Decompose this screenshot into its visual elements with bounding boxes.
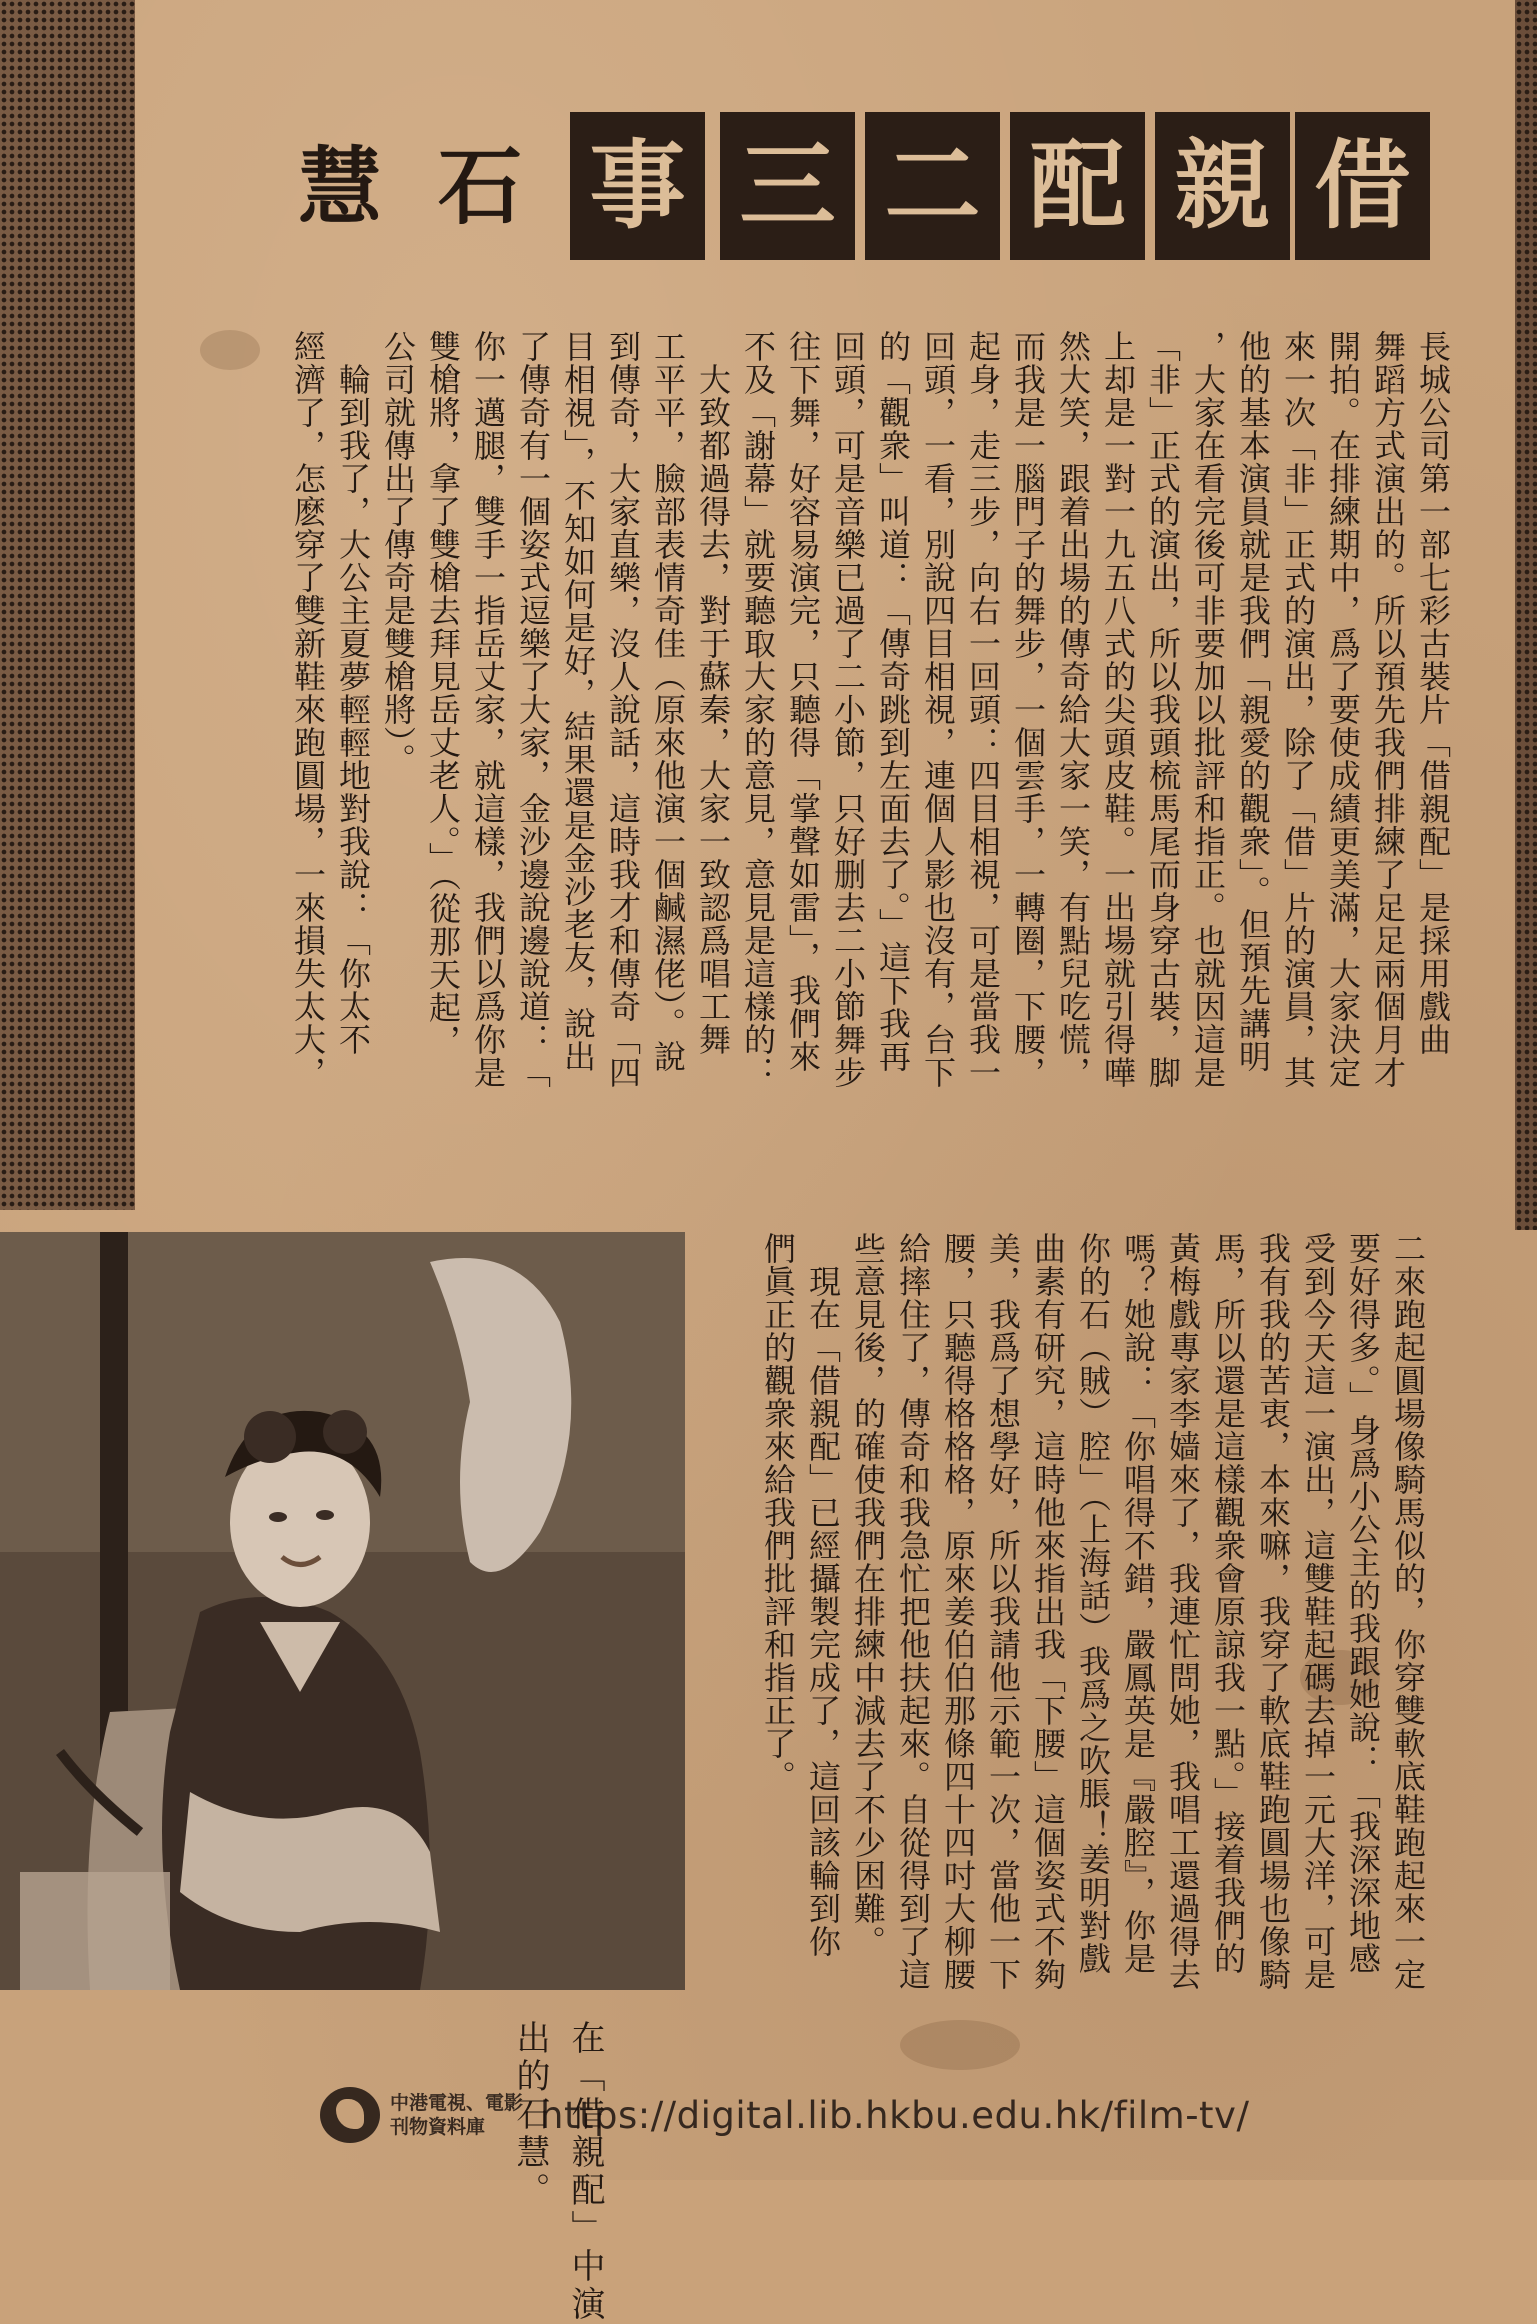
author-char: 石 (437, 138, 522, 236)
title-char-box: 三 (720, 112, 855, 260)
library-url-link[interactable]: https://digital.lib.hkbu.edu.hk/film-tv/ (540, 2093, 1250, 2137)
title-char-box: 親 (1155, 112, 1290, 260)
photo-caption-line-2: 出的石慧。 (510, 2020, 550, 2210)
title-char-box: 事 (570, 112, 705, 260)
library-name (390, 2091, 530, 2139)
library-name-line-1: 中港電視、電影 (390, 2092, 524, 2114)
halftone-border-left (0, 0, 135, 1210)
actress-illustration (0, 1232, 685, 1990)
photo-caption-line-1: 在「借親配」中演 (565, 2020, 605, 2324)
library-name-line-2: 刊物資料庫 (390, 2116, 486, 2138)
title-char-box: 二 (865, 112, 1000, 260)
article-title (285, 112, 1425, 262)
stain (900, 2020, 1020, 2070)
title-char-box: 借 (1295, 112, 1430, 260)
title-char-box: 配 (1010, 112, 1145, 260)
library-logo-icon (320, 2087, 380, 2143)
stain (200, 330, 260, 370)
halftone-border-right (1515, 0, 1537, 1230)
library-watermark (320, 2085, 1249, 2145)
film-still-photo (0, 1232, 685, 1990)
author-char: 慧 (297, 138, 382, 236)
article-body-bottom: 二來跑起圓場像騎馬似的，你穿雙軟底鞋跑起來一定 要好得多。」身爲小公主的我跟她說：「我深深地感 受到今天這一演出，這雙鞋起碼去掉一元大洋，可是 我有我的苦衷，本來嘛，我穿了軟底鞋跑圓場也像騎 馬，所以還是這樣觀衆會原諒我一點。」接着我們的 黃梅戲專家李嫱來了，我連忙問她，我唱工還過得去 嗎？她說：「你唱得不錯，嚴鳳英是『嚴腔』，你是 你的石（賊）腔」（上海話）我爲之吹脹！姜明對戲 曲素有研究，這時他來指出我「下腰」這個姿式不夠 美，我爲了想學好，所以我請他示範一次，當他一下 腰，只聽得格格格，原來姜伯伯那條四十四吋大柳腰 給摔住了，傳奇和我急忙把他扶起來。自從得到了這 些意見後，的確使我們在排練中減去了不少困難。 現在「借親配」已經攝製完成了，這回該輪到你 們眞正的觀衆來給我們批評和指正了。 (759, 1232, 1427, 1991)
article-body-top: 長城公司第一部七彩古裝片「借親配」是採用戲曲 舞蹈方式演出的。所以預先我們排練了足足兩個月才 開拍。在排練期中，爲了要使成績更美滿，大家決定 來一次「非」正式的演出，除了「借」片的演員，其 他的基本演員就是我們「親愛的觀衆」。但預先講明 ，大家在看完後可非要加以批評和指正。也就因這是 「非」正式的演出，所以我頭梳馬尾而身穿古裝，脚 上却是一對一九五八式的尖頭皮鞋。一出場就引得嘩 然大笑，跟着出場的傳奇給大家一笑，有點兒吃慌， 而我是一腦門子的舞步，一個雲手，一轉圈，下腰， 起身，走三步，向右一回頭：四目相視，可是當我一 回頭，一看，別說四目相視，連個人影也沒有，台下 的「觀衆」叫道：「傳奇跳到左面去了。」這下我再 回頭，可是音樂已過了二小節，只好删去二小節舞步 往下舞，好容易演完，只聽得「掌聲如雷」，我們來 不及「謝幕」就要聽取大家的意見，意見是這樣的： 大致都過得去，對于蘇秦，大家一致認爲唱工舞 工平平，臉部表情奇佳（原來他演一個鹹濕佬）。說 到傳奇，大家直樂，沒人說話，這時我才和傳奇「四 目相視」，不知如何是好，結果還是金沙老友，說出 了傳奇有一個姿式逗樂了大家，金沙邊說邊說道：「 你一邁腿，雙手一指岳丈家，就這樣，我們以爲你是 雙槍將，拿了雙槍去拜見岳丈老人。」（從那天起， 公司就傳出了傳奇是雙槍將）。 輪到我了，大公主夏夢輕輕地對我說：「你太不 經濟了，怎麽穿了雙新鞋來跑圓場，一來損失太大， (289, 330, 1452, 1089)
